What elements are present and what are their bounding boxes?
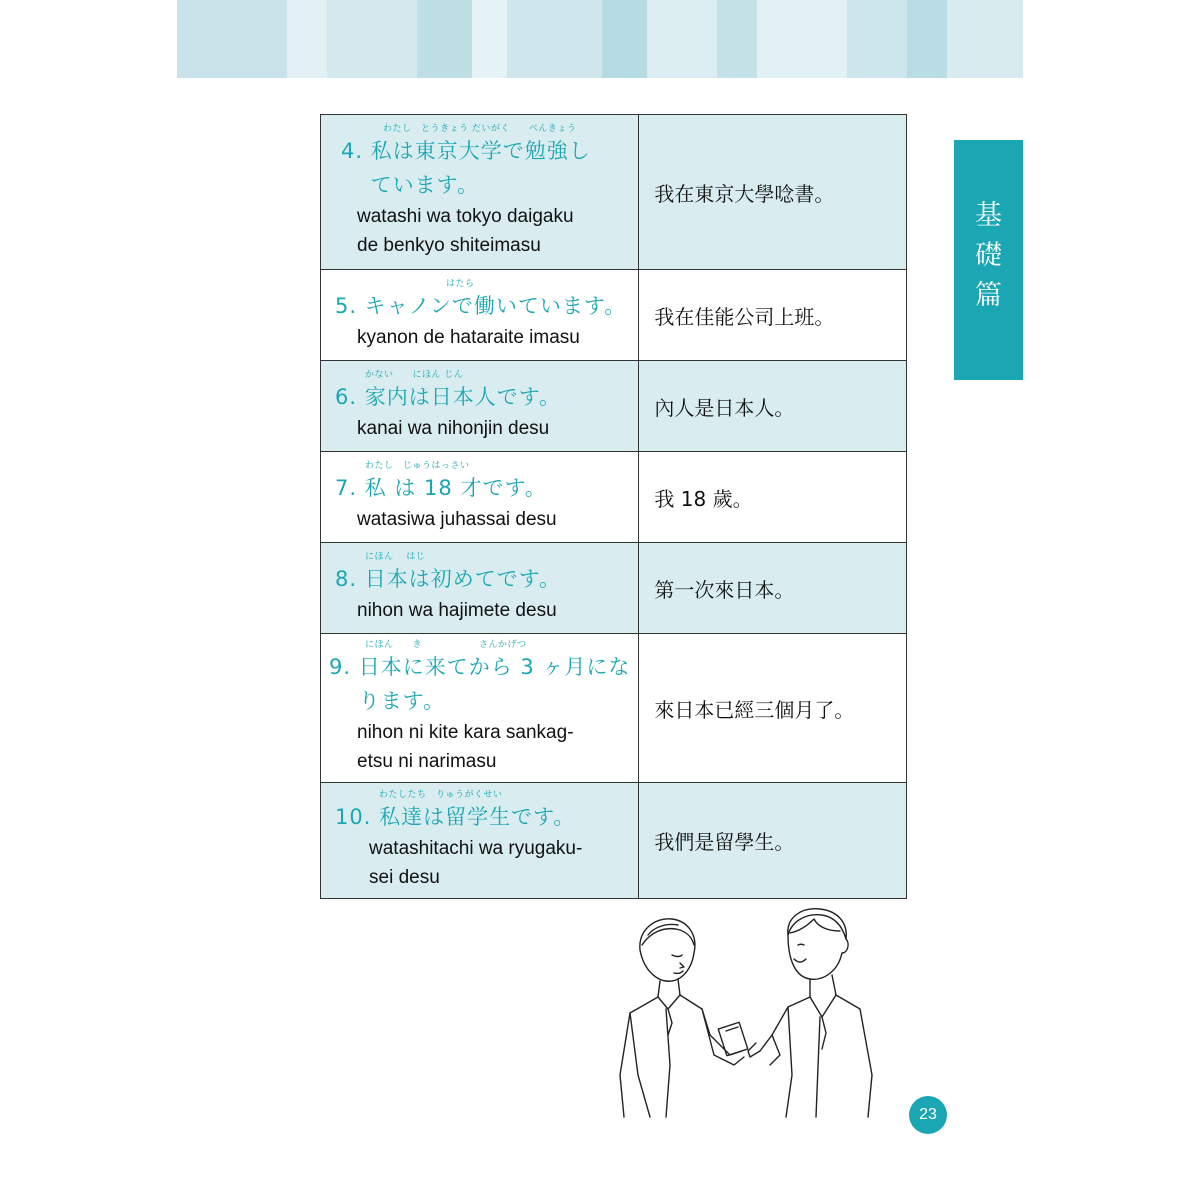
table-row <box>321 452 907 543</box>
chinese-translation: 來日本已經三個月了。 <box>639 634 907 783</box>
chinese-translation: 我們是留學生。 <box>639 783 907 899</box>
furigana: はたら <box>389 278 475 289</box>
table-row <box>321 634 907 783</box>
japanese-sentence: 4. 私は東京大学で勉強し <box>341 139 591 163</box>
romaji-line: watashitachi wa ryugaku- <box>369 837 583 859</box>
tab-char-1: 基 <box>975 200 1002 231</box>
japanese-sentence: 10. 私達は留学生です。 <box>335 804 576 829</box>
section-tab <box>954 140 1023 380</box>
top-decorative-band <box>177 0 1023 78</box>
romaji-line: kyanon de hataraite imasu <box>357 326 580 348</box>
table-row <box>321 361 907 452</box>
japanese-sentence-cont: ります。 <box>329 689 445 713</box>
japanese-cell <box>321 543 639 634</box>
furigana: わたしたち りゅうがくせい <box>379 789 503 800</box>
furigana: にほん き さんかげつ <box>365 640 527 650</box>
romaji-line: watasiwa juhassai desu <box>357 508 557 530</box>
japanese-sentence: 5. キャノンで働いています。 <box>335 293 627 318</box>
japanese-cell <box>321 783 639 899</box>
table-row <box>321 115 907 270</box>
japanese-cell <box>321 115 639 270</box>
japanese-cell <box>321 452 639 543</box>
chinese-translation: 我 18 歲。 <box>639 452 907 543</box>
phrase-table <box>320 114 907 899</box>
romaji-line: nihon wa hajimete desu <box>357 599 557 621</box>
table-row <box>321 270 907 361</box>
romaji-line: nihon ni kite kara sankag- <box>357 722 574 743</box>
japanese-sentence: 9. 日本に来てから 3 ヶ月にな <box>329 655 631 679</box>
romaji-line: de benkyo shiteimasu <box>357 235 541 256</box>
section-tab-label <box>954 196 1023 316</box>
tab-char-3: 篇 <box>975 280 1002 311</box>
table-row <box>321 783 907 899</box>
japanese-sentence-cont: ています。 <box>341 173 479 197</box>
romaji-line: etsu ni narimasu <box>357 751 497 772</box>
tab-char-2: 礎 <box>975 240 1002 271</box>
japanese-cell <box>321 361 639 452</box>
romaji-line: watashi wa tokyo daigaku <box>357 206 574 227</box>
chinese-translation: 我在東京大學唸書。 <box>639 115 907 270</box>
chinese-translation: 我在佳能公司上班。 <box>639 270 907 361</box>
furigana: にほん はじ <box>365 551 426 562</box>
business-card-exchange-illustration <box>610 905 880 1120</box>
furigana: わたし じゅうはっさい <box>365 460 470 471</box>
japanese-sentence: 7. 私 は 18 才です。 <box>335 475 547 500</box>
japanese-sentence: 6. 家内は日本人です。 <box>335 384 562 409</box>
japanese-sentence: 8. 日本は初めてです。 <box>335 566 562 591</box>
chinese-translation: 內人是日本人。 <box>639 361 907 452</box>
furigana: かない にほん じん <box>365 369 464 380</box>
furigana: わたし とうきょう だいがく べんきょう <box>383 124 577 134</box>
japanese-cell <box>321 270 639 361</box>
page-number: 23 <box>909 1096 947 1134</box>
table-row <box>321 543 907 634</box>
chinese-translation: 第一次來日本。 <box>639 543 907 634</box>
romaji-line: sei desu <box>369 866 440 888</box>
japanese-cell <box>321 634 639 783</box>
romaji-line: kanai wa nihonjin desu <box>357 417 550 439</box>
